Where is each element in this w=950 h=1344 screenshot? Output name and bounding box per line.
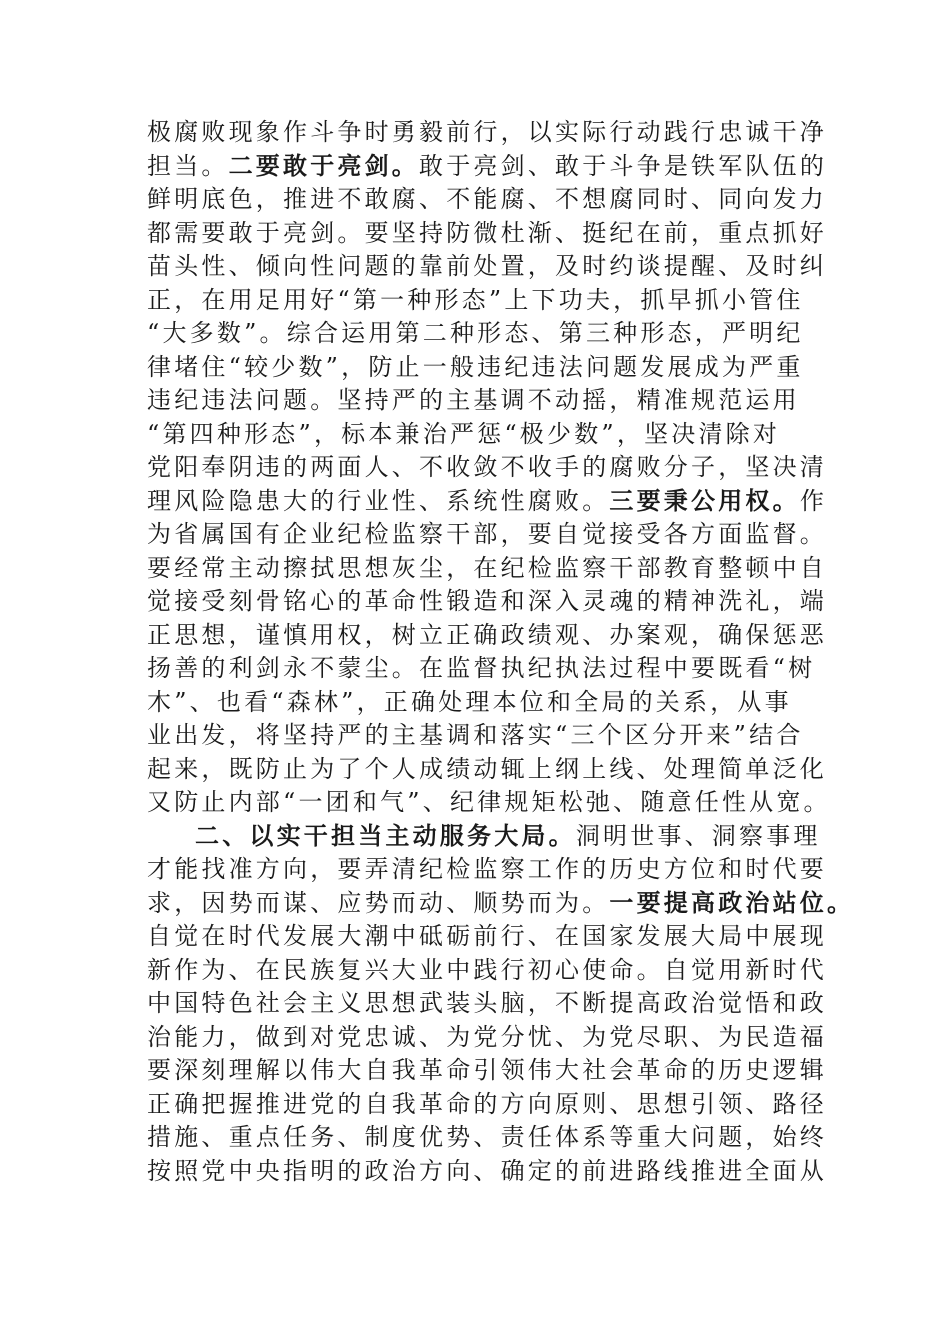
text-line bbox=[147, 686, 817, 720]
body-text-run: 作 bbox=[799, 486, 828, 515]
text-line bbox=[147, 987, 827, 1021]
body-text-run: 自觉在时代发展大潮中砥砺前行、在国家发展大局中展现 bbox=[147, 922, 827, 950]
body-text-run: 鲜明底色，推进不敢腐、不能腐、不想腐同时、同向发力 bbox=[147, 185, 827, 213]
body-text-run: 觉接受刻骨铭心的革命性锻造和深入灵魂的精神洗礼，端 bbox=[147, 587, 827, 615]
body-text-run: 中国特色社会主义思想武装头脑，不断提高政治觉悟和政 bbox=[147, 989, 827, 1017]
text-line bbox=[147, 820, 821, 854]
body-text-run: 正确把握推进党的自我革命的方向原则、思想引领、路径 bbox=[147, 1089, 827, 1118]
body-text-run: 起来，既防止为了个人成绩动辄上纲上线、处理简单泛化 bbox=[147, 754, 827, 783]
text-line bbox=[147, 585, 827, 619]
text-line bbox=[147, 485, 828, 519]
text-line bbox=[147, 1121, 827, 1155]
body-text-run: 敢于亮剑、敢于斗争是铁军队伍的 bbox=[419, 151, 828, 180]
text-line bbox=[147, 217, 827, 251]
body-text-run: 业出发，将坚持严的主基调和落实“三个区分开来”结合 bbox=[147, 721, 804, 749]
body-text bbox=[147, 116, 855, 1188]
body-text-run: 治能力，做到对党忠诚、为党分忧、为党尽职、为民造福 bbox=[147, 1022, 827, 1051]
body-text-run: 为省属国有企业纪检监察干部，要自觉接受各方面监督。 bbox=[147, 520, 827, 548]
text-line bbox=[147, 116, 827, 150]
text-line bbox=[147, 753, 827, 787]
body-text-run: 按照党中央指明的政治方向、确定的前进路线推进全面从 bbox=[147, 1156, 827, 1185]
text-line bbox=[147, 317, 817, 351]
body-text-run: 极腐败现象作斗争时勇毅前行，以实际行动践行忠诚干净 bbox=[147, 118, 827, 146]
text-line bbox=[147, 719, 817, 753]
text-line bbox=[147, 384, 817, 418]
text-line bbox=[147, 887, 855, 921]
body-text-run: 新作为、在民族复兴大业中践行初心使命。自觉用新时代 bbox=[147, 955, 827, 984]
text-line bbox=[147, 451, 827, 485]
text-line bbox=[147, 786, 831, 820]
bold-heading-text: 三要秉公用权。 bbox=[609, 486, 800, 515]
body-text-run: 律堵住“较少数”，防止一般违纪违法问题发展成为严重 bbox=[147, 352, 804, 381]
text-line bbox=[147, 1054, 827, 1088]
text-line bbox=[147, 920, 827, 954]
text-line bbox=[147, 1155, 827, 1189]
text-line bbox=[147, 150, 828, 184]
text-line bbox=[147, 853, 827, 887]
body-text-run: 措施、重点任务、制度优势、责任体系等重大问题，始终 bbox=[147, 1123, 827, 1151]
body-text-run: 洞明世事、洞察事理 bbox=[575, 821, 821, 850]
body-text-run: 又防止内部“一团和气”、纪律规矩松弛、随意任性从宽。 bbox=[147, 788, 831, 816]
body-text-run: 求，因势而谋、应势而动、顺势而为。 bbox=[147, 888, 610, 917]
text-line bbox=[147, 183, 827, 217]
bold-heading-text: 二、以实干担当主动服务大局。 bbox=[195, 821, 576, 850]
text-line bbox=[147, 418, 817, 452]
body-text-run: 扬善的利剑永不蒙尘。在监督执纪执法过程中要既看“树 bbox=[147, 654, 816, 682]
body-text-run: 才能找准方向，要弄清纪检监察工作的历史方位和时代要 bbox=[147, 855, 827, 883]
body-text-run: 都需要敢于亮剑。要坚持防微杜渐、挺纪在前，重点抓好 bbox=[147, 218, 827, 247]
bold-heading-text: 一要提高政治站位。 bbox=[609, 888, 855, 917]
text-line bbox=[147, 351, 817, 385]
body-text-run: 要经常主动擦拭思想灰尘，在纪检监察干部教育整顿中自 bbox=[147, 553, 827, 582]
body-text-run: 苗头性、倾向性问题的靠前处置，及时约谈提醒、及时纠 bbox=[147, 252, 827, 280]
text-line bbox=[147, 619, 827, 653]
body-text-run: 违纪违法问题。坚持严的主基调不动摇，精准规范运用 bbox=[147, 386, 800, 414]
body-text-run: 理风险隐患大的行业性、系统性腐败。 bbox=[147, 486, 610, 515]
body-text-run: “大多数”。综合运用第二种形态、第三种形态，严明纪 bbox=[147, 319, 804, 347]
text-line bbox=[147, 1088, 827, 1122]
text-line bbox=[147, 1021, 827, 1055]
text-line bbox=[147, 652, 817, 686]
text-line bbox=[147, 284, 817, 318]
text-line bbox=[147, 250, 827, 284]
body-text-run: 担当。 bbox=[147, 151, 229, 180]
body-text-run: 正思想，谨慎用权，树立正确政绩观、办案观，确保惩恶 bbox=[147, 620, 827, 649]
text-line bbox=[147, 518, 827, 552]
bold-heading-text: 二要敢于亮剑。 bbox=[228, 151, 420, 180]
body-text-run: 党阳奉阴违的两面人、不收敛不收手的腐败分子，坚决清 bbox=[147, 453, 827, 481]
body-text-run: “第四种形态”，标本兼治严惩“极少数”，坚决清除对 bbox=[147, 419, 781, 448]
body-text-run: 木”、也看“森林”，正确处理本位和全局的关系，从事 bbox=[147, 687, 792, 716]
body-text-run: 正，在用足用好“第一种形态”上下功夫，抓早抓小管住 bbox=[147, 285, 804, 314]
text-line bbox=[147, 954, 827, 988]
body-text-run: 要深刻理解以伟大自我革命引领伟大社会革命的历史逻辑 bbox=[147, 1056, 827, 1084]
text-line bbox=[147, 552, 827, 586]
